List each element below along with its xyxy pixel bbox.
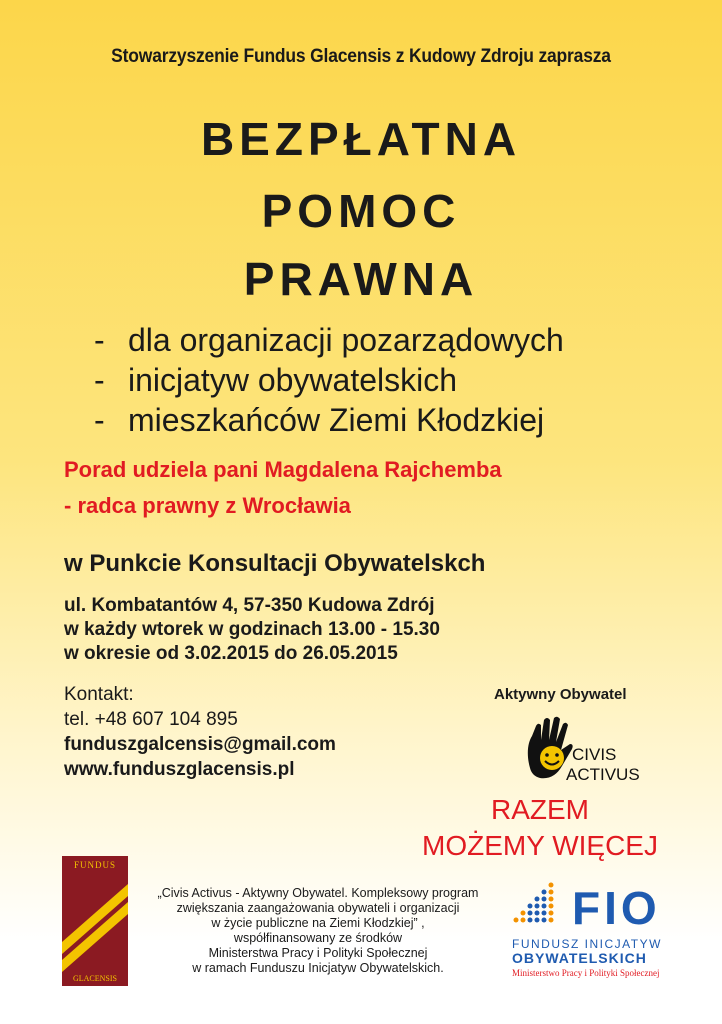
program-line: „Civis Activus - Aktywny Obywatel. Kompleksowy program [157,886,479,900]
fio-line-2: OBYWATELSKICH [512,950,647,966]
program-description [140,886,496,976]
list-item [94,360,564,400]
dots-graphic-icon [514,883,554,923]
fio-logo [508,880,688,980]
website-link[interactable]: www.funduszglacensis.pl [64,759,295,780]
fio-line-3: Ministerstwo Pracy i Polityki Społecznej [512,968,660,978]
list-item-text: dla organizacji pozarządowych [128,322,564,358]
title-line-1: BEZPŁATNA [200,113,522,165]
title-line-2: POMOC [261,185,461,237]
slogan [380,792,700,864]
slogan-line-2: MOŻEMY WIĘCEJ [422,830,658,861]
schedule-details [64,594,440,666]
civis-word: CIVIS [572,745,617,764]
program-line: zwiększania zaangażowania obywateli i organizacji [176,901,460,915]
period-line: w okresie od 3.02.2015 do 26.05.2015 [64,643,398,664]
list-item [94,400,564,440]
bullet-marker: - [94,362,105,398]
email-link[interactable]: funduszgalcensis@gmail.com [64,734,336,755]
fio-letters: FIO [572,882,661,934]
advisor-line-1: Porad udziela pani Magdalena Rajchemba [64,457,502,482]
bullet-marker: - [94,402,105,438]
slogan-line-1: RAZEM [491,794,589,825]
advisor-info [64,452,502,524]
list-item-text: mieszkańców Ziemi Kłodzkiej [128,402,545,438]
address-line: ul. Kombatantów 4, 57-350 Kudowa Zdrój [64,595,435,616]
title-line-3: PRAWNA [243,253,479,305]
contact-label: Kontakt: [64,684,134,705]
fundus-word: FUNDUS [73,860,117,870]
advisor-line-2: - radca prawny z Wrocławia [64,493,351,518]
hours-line: w każdy wtorek w godzinach 13.00 - 15.30 [64,619,440,640]
list-item [94,320,564,360]
glacensis-word: GLACENSIS [72,974,118,983]
fundus-glacensis-logo [62,856,128,986]
program-line: w ramach Funduszu Inicjatyw Obywatelskich. [192,961,444,975]
program-line: współfinansowany ze środków [233,931,403,945]
civis-label: Aktywny Obywatel [494,686,627,703]
contact-block [64,682,336,782]
target-groups-list [94,320,564,440]
organizer-line: Stowarzyszenie Fundus Glacensis z Kudowy Zdroju zaprasza [111,46,611,67]
activus-word: ACTIVUS [566,765,640,784]
civis-activus-logo [520,714,650,786]
venue-heading: w Punkcie Konsultacji Obywatelskch [64,550,486,577]
program-line: w życie publiczne na Ziemi Kłodzkiej” , [211,916,425,930]
list-item-text: inicjatyw obywatelskich [128,362,458,398]
fio-line-1: FUNDUSZ INICJATYW [512,937,662,951]
bullet-marker: - [94,322,105,358]
program-line: Ministerstwa Pracy i Polityki Społecznej [208,946,428,960]
phone-number: tel. +48 607 104 895 [64,709,238,730]
